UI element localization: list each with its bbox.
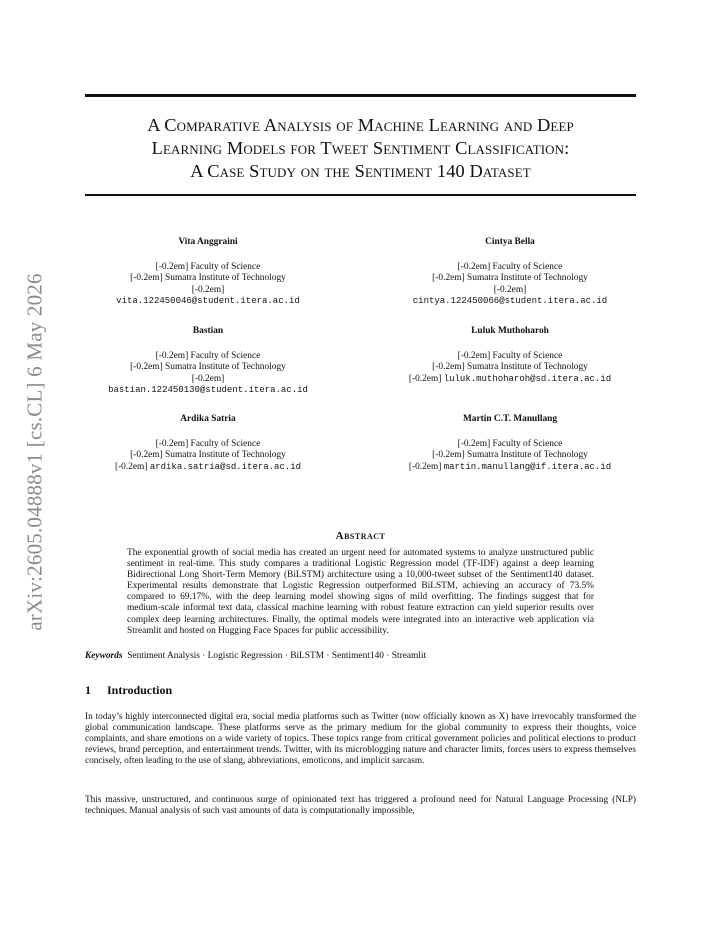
author-affiliation: [-0.2em] Sumatra Institute of Technology [130, 273, 286, 284]
author-name: Bastian [192, 326, 224, 336]
author-block [370, 414, 650, 473]
author-email[interactable]: luluk.muthoharoh@sd.itera.ac.id [443, 373, 612, 384]
author-block [370, 237, 650, 308]
author-affiliation: [-0.2em] Faculty of Science [155, 350, 261, 361]
author-email[interactable]: cintya.122450066@student.itera.ac.id [412, 296, 608, 307]
author-affiliation: [-0.2em] Faculty of Science [155, 438, 261, 449]
title-line: Learning Models for Tweet Sentiment Classification: [151, 138, 570, 158]
author-name: Cintya Bella [485, 237, 535, 247]
keywords-list: Sentiment Analysis · Logistic Regression · BiLSTM · Sentiment140 · Streamlit [127, 651, 427, 661]
email-prefix: [-0.2em] [408, 373, 442, 384]
author-affiliation: [-0.2em] [191, 373, 225, 384]
section-title: Introduction [107, 683, 173, 697]
author-block [68, 326, 348, 397]
author-block [68, 237, 348, 308]
title-line: A Comparative Analysis of Machine Learning and Deep [147, 115, 574, 135]
author-name: Ardika Satria [180, 414, 236, 424]
author-name: Vita Anggraini [178, 237, 238, 247]
author-affiliation: [-0.2em] Sumatra Institute of Technology [130, 362, 286, 373]
author-email[interactable]: martin.manullang@if.itera.ac.id [443, 461, 612, 472]
author-affiliation: [-0.2em] Faculty of Science [457, 438, 563, 449]
abstract-text: The exponential growth of social media has created an urgent need for automated systems to analyze unstructured public sentiment in real-time. This study compares a traditional Logistic Regression model (TF-IDF) against a deep learning Bidirectional Long Short-Term Memory (BiLSTM) architecture using a 10,000-tweet subset of the Sentiment140 dataset. Experimental results demonstrate that Logistic Regression outperformed BiLSTM, achieving an accuracy of 73.5% compared to 69.17%, with the deep learning model showing signs of mild overfitting. The findings suggest that for medium-scale informal text data, classical machine learning with robust feature extraction can yield superior results over complex deep learning architectures. Finally, the optimal models were integrated into an interactive web application via Streamlit and hosted on Hugging Face Spaces for public accessibility. [127, 548, 594, 636]
author-name: Luluk Muthoharoh [471, 326, 549, 336]
keywords-line [85, 651, 645, 661]
arxiv-sidebar [22, 262, 48, 642]
title-rule-bottom [85, 194, 636, 196]
author-affiliation: [-0.2em] [493, 284, 527, 295]
abstract-heading: Abstract [335, 530, 386, 542]
email-prefix: [-0.2em] [408, 461, 442, 472]
author-affiliation: [-0.2em] [191, 284, 225, 295]
body-paragraph: This massive, unstructured, and continuous surge of opinionated text has triggered a profound need for Natural Language Processing (NLP) techniques. Manual analysis of such vast amounts of data is computationally impossible, [85, 795, 636, 816]
author-affiliation: [-0.2em] Faculty of Science [457, 261, 563, 272]
author-affiliation: [-0.2em] Sumatra Institute of Technology [432, 450, 588, 461]
body-paragraph: In today’s highly interconnected digital era, social media platforms such as Twitter (now officially known as X) have irrevocably transformed the global communication landscape. These platforms serve as the primary medium for the global community to express their thoughts, voice complaints, and share emotions on a wide variety of topics. These topics range from critical government policies and political elections to product reviews, brand perception, and entertainment trends. Twitter, with its microblogging nature and character limits, forces users to express themselves concisely, often leading to the use of slang, abbreviations, emoticons, and implicit sarcasm. [85, 712, 636, 766]
author-block [68, 414, 348, 473]
author-affiliation: [-0.2em] Faculty of Science [155, 261, 261, 272]
title-line: A Case Study on the Sentiment 140 Dataset [190, 161, 531, 181]
author-affiliation: [-0.2em] Faculty of Science [457, 350, 563, 361]
email-prefix: [-0.2em] [114, 461, 148, 472]
author-block [370, 326, 650, 385]
section-number: 1 [85, 683, 91, 697]
author-email[interactable]: bastian.122450130@student.itera.ac.id [108, 385, 308, 396]
paper-title [85, 114, 636, 183]
author-name: Martin C.T. Manullang [462, 414, 558, 424]
title-rule-top [85, 94, 636, 97]
author-email[interactable]: vita.122450046@student.itera.ac.id [116, 296, 300, 307]
arxiv-identifier: arXiv:2605.04888v1 [cs.CL] 6 May 2026 [22, 273, 47, 631]
author-affiliation: [-0.2em] Sumatra Institute of Technology [130, 450, 286, 461]
section-heading [85, 683, 172, 698]
author-affiliation: [-0.2em] Sumatra Institute of Technology [432, 362, 588, 373]
keywords-label: Keywords [85, 651, 123, 661]
author-email[interactable]: ardika.satria@sd.itera.ac.id [149, 461, 302, 472]
author-affiliation: [-0.2em] Sumatra Institute of Technology [432, 273, 588, 284]
